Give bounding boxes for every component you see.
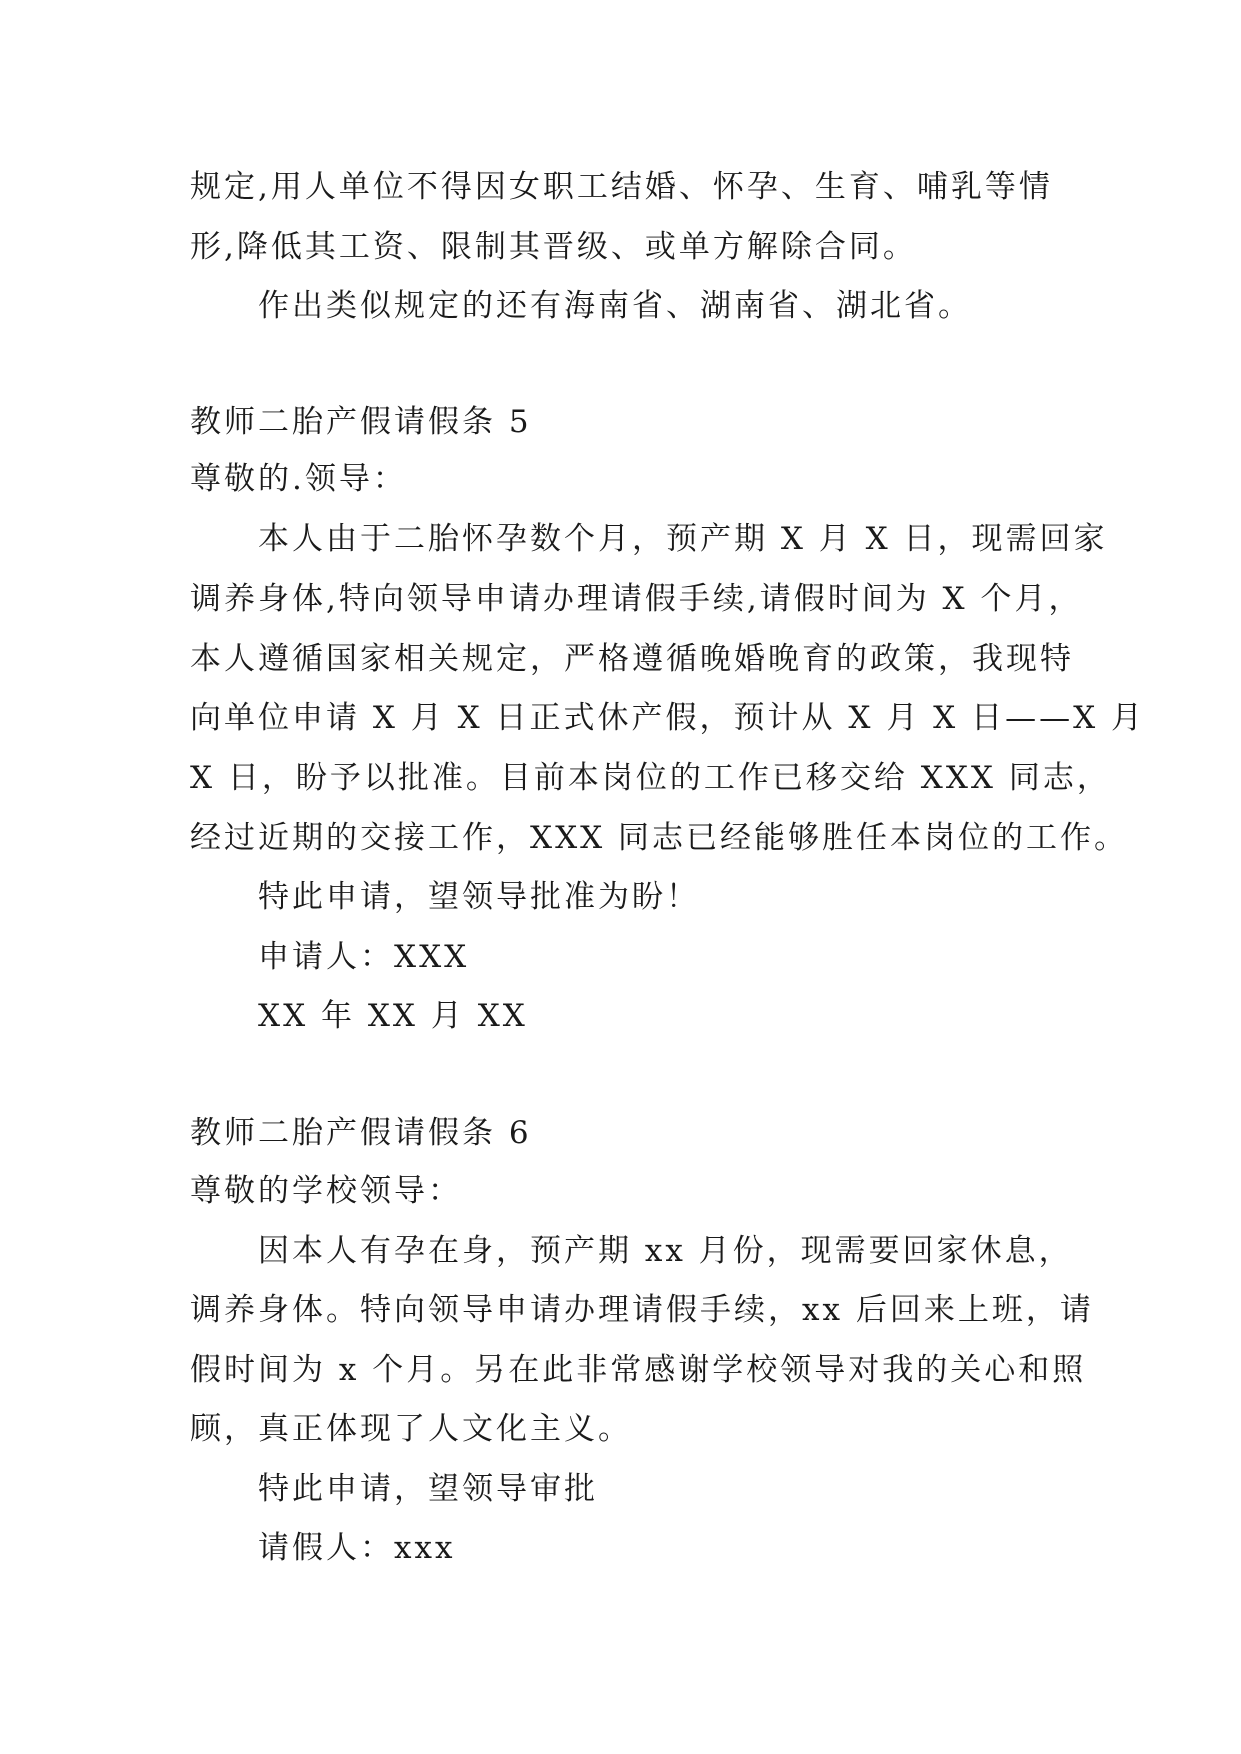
section-title: 教师二胎产假请假条 5 [190, 404, 532, 440]
applicant-line: 请假人：xxx [258, 1530, 456, 1566]
paragraph-line: 规定,用人单位不得因女职工结婚、怀孕、生育、哺乳等情 [190, 169, 1053, 205]
paragraph-line: 经过近期的交接工作，XXX 同志已经能够胜任本岗位的工作。 [190, 820, 1129, 856]
paragraph-line: 向单位申请 X 月 X 日正式休产假，预计从 X 月 X 日——X 月 [190, 700, 1146, 736]
paragraph-line: 调养身体。特向领导申请办理请假手续，xx 后回来上班，请 [190, 1292, 1094, 1328]
salutation: 尊敬的.领导： [190, 461, 407, 497]
paragraph-line: 假时间为 x 个月。另在此非常感谢学校领导对我的关心和照 [190, 1352, 1087, 1388]
closing-line: 特此申请，望领导审批 [258, 1471, 598, 1507]
paragraph-line: 形,降低其工资、限制其晋级、或单方解除合同。 [190, 229, 917, 265]
applicant-line: 申请人：XXX [258, 939, 470, 975]
paragraph-line: 本人由于二胎怀孕数个月，预产期 X 月 X 日，现需回家 [258, 521, 1108, 557]
paragraph-line: 因本人有孕在身，预产期 xx 月份，现需要回家休息， [258, 1233, 1073, 1269]
date-line: XX 年 XX 月 XX [258, 998, 528, 1034]
paragraph-line: 调养身体,特向领导申请办理请假手续,请假时间为 X 个月， [190, 581, 1083, 617]
paragraph-line: 作出类似规定的还有海南省、湖南省、湖北省。 [258, 288, 972, 324]
paragraph-line: 本人遵循国家相关规定，严格遵循晚婚晚育的政策，我现特 [190, 641, 1074, 677]
closing-line: 特此申请，望领导批准为盼！ [258, 879, 700, 915]
paragraph-line: X 日，盼予以批准。目前本岗位的工作已移交给 XXX 同志， [190, 760, 1111, 796]
salutation: 尊敬的学校领导： [190, 1173, 462, 1209]
paragraph-line: 顾，真正体现了人文化主义。 [190, 1411, 632, 1447]
section-title: 教师二胎产假请假条 6 [190, 1115, 532, 1151]
